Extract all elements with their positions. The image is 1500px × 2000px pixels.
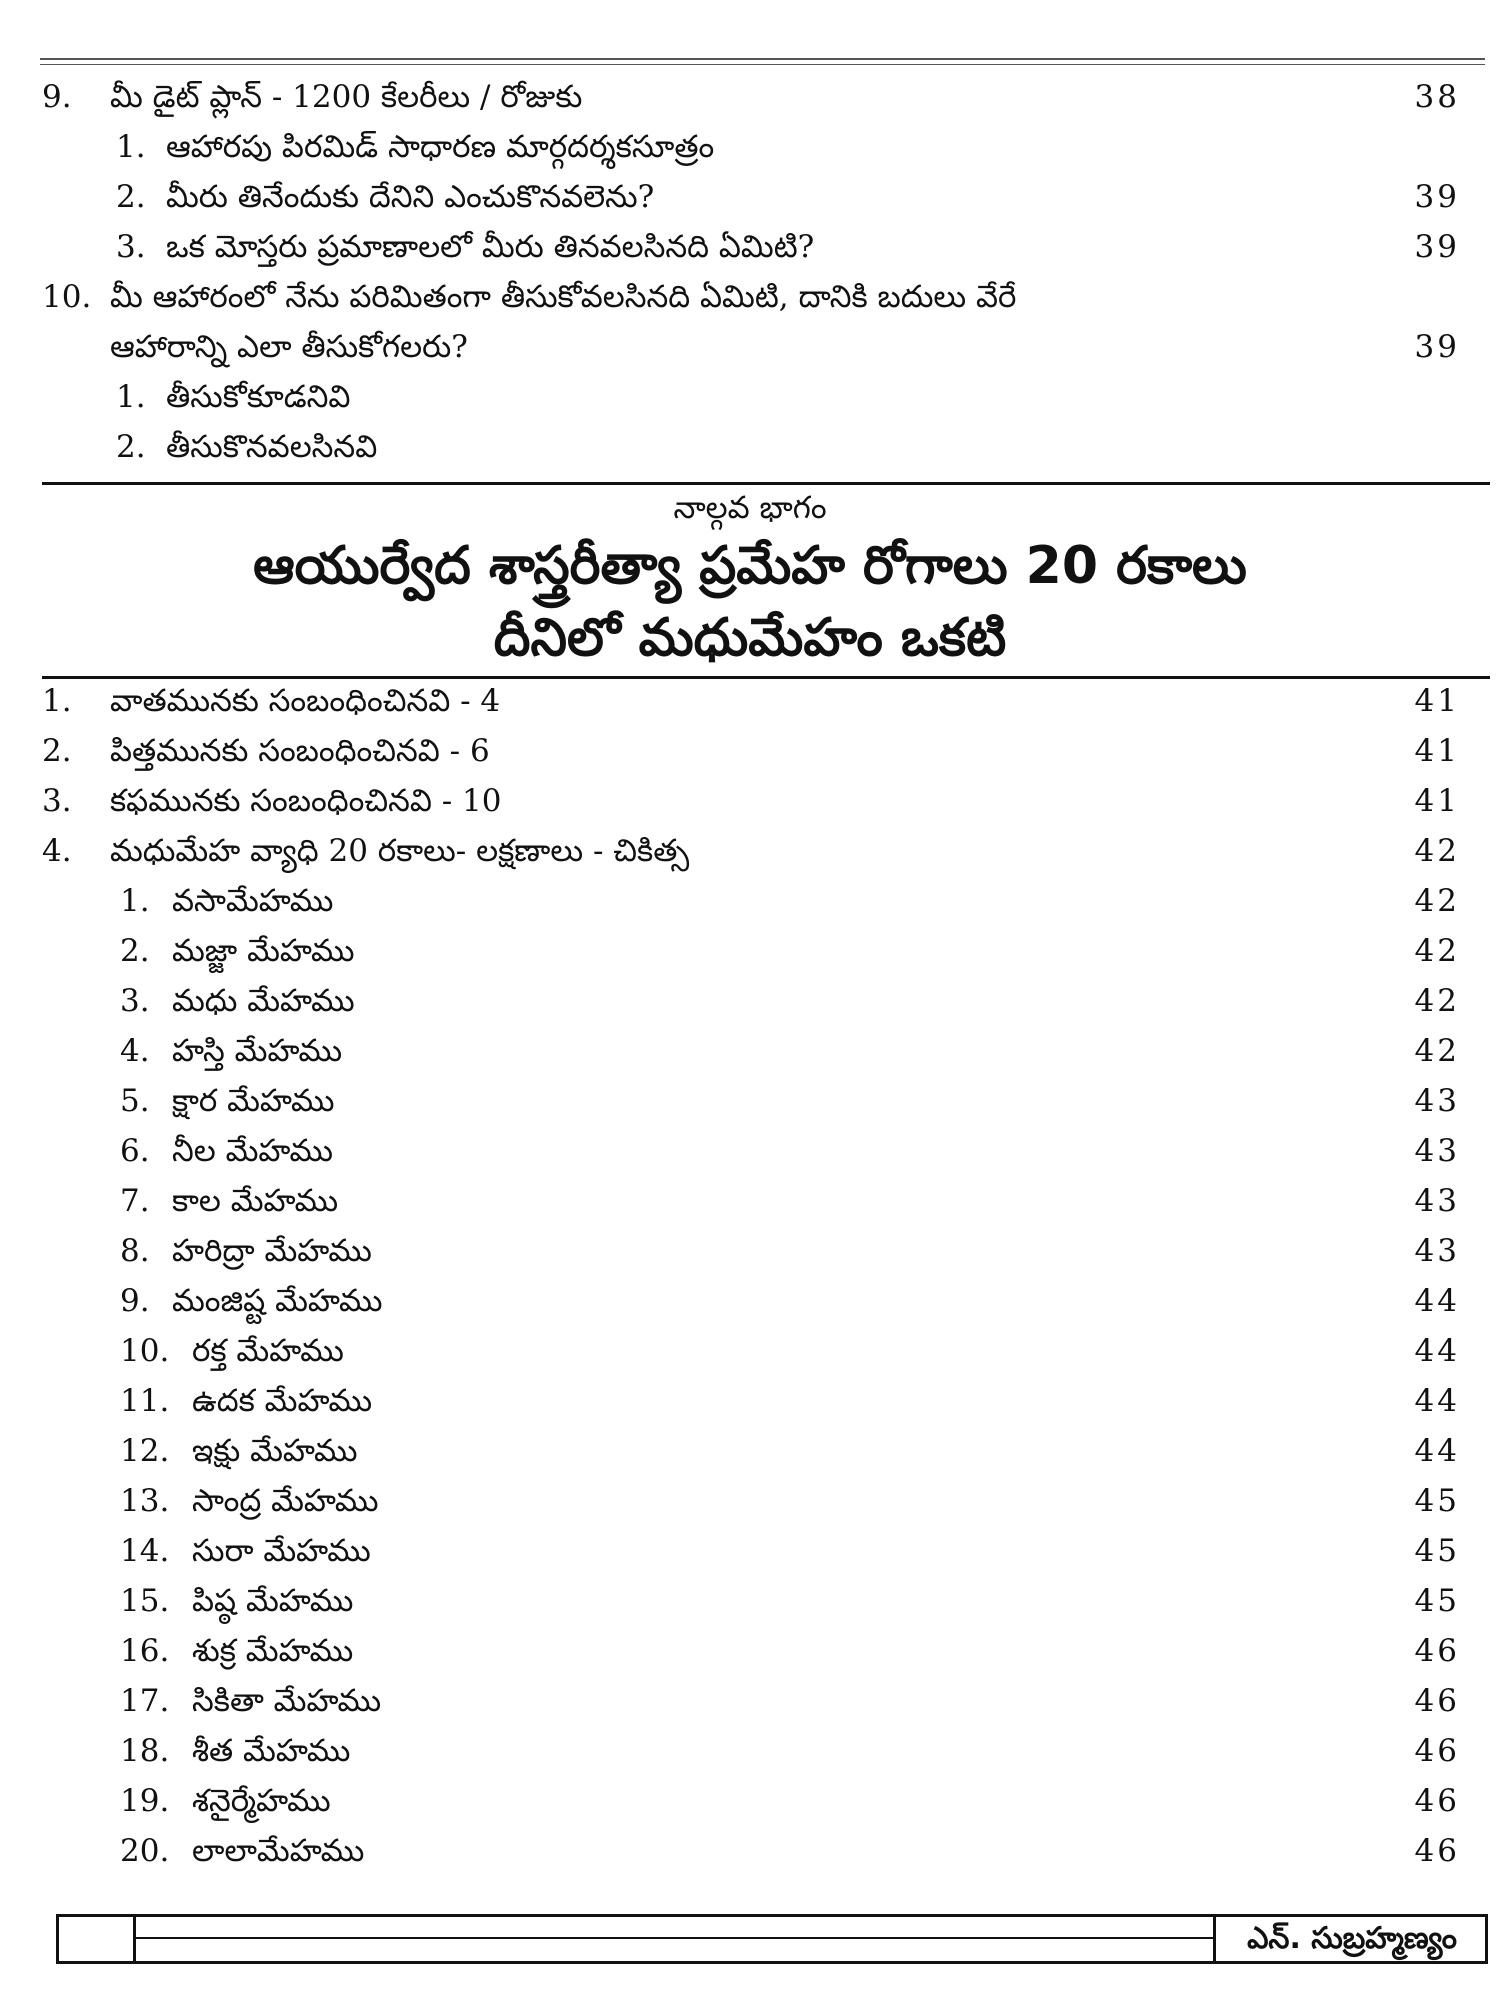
entry-label: పిత్తమునకు సంబంధించినవి - 6 xyxy=(110,733,490,769)
toc-entry xyxy=(0,726,1500,776)
top-rule xyxy=(40,58,1485,60)
toc-entry xyxy=(0,1226,1500,1276)
entry-label: రక్త మేహము xyxy=(192,1333,344,1369)
toc-entry xyxy=(0,1026,1500,1076)
toc-entry xyxy=(0,976,1500,1026)
toc-entry xyxy=(0,876,1500,926)
toc-entry xyxy=(0,1626,1500,1676)
entry-number: 2. xyxy=(42,733,72,769)
entry-label: ఇక్షు మేహము xyxy=(192,1433,358,1469)
entry-page: 39 xyxy=(1414,179,1460,215)
entry-page: 44 xyxy=(1414,1333,1460,1369)
entry-number: 2. xyxy=(116,179,146,215)
entry-page: 42 xyxy=(1414,883,1460,919)
entry-label: కఫమునకు సంబంధించినవి - 10 xyxy=(110,783,502,819)
entry-page: 45 xyxy=(1414,1483,1460,1519)
entry-number: 18. xyxy=(120,1733,170,1769)
entry-label: మజ్జా మేహము xyxy=(172,933,355,969)
top-rule-2 xyxy=(40,64,1485,65)
entry-label: సాంద్ర మేహము xyxy=(192,1483,379,1519)
toc-entry xyxy=(0,272,1500,322)
entry-page: 46 xyxy=(1414,1833,1460,1869)
entry-label: కాల మేహము xyxy=(172,1183,339,1219)
entry-page: 39 xyxy=(1414,229,1460,265)
entry-label: ఆహారాన్ని ఎలా తీసుకోగలరు? xyxy=(110,329,468,365)
entry-number: 2. xyxy=(116,429,146,465)
toc-entry xyxy=(0,826,1500,876)
toc-entry xyxy=(0,1426,1500,1476)
toc-entry xyxy=(0,1576,1500,1626)
entry-label: శుక్ర మేహము xyxy=(192,1633,354,1669)
footer-rule xyxy=(136,1937,1213,1939)
toc-entry xyxy=(0,1476,1500,1526)
entry-label: లాలామేహము xyxy=(192,1833,365,1869)
entry-page: 42 xyxy=(1414,1033,1460,1069)
entry-page: 43 xyxy=(1414,1233,1460,1269)
entry-number: 1. xyxy=(120,883,150,919)
entry-page: 38 xyxy=(1414,79,1460,115)
toc-entry xyxy=(0,1826,1500,1876)
entry-number: 3. xyxy=(42,783,72,819)
entry-page: 46 xyxy=(1414,1633,1460,1669)
entry-number: 4. xyxy=(42,833,72,869)
entry-label: హరిద్రా మేహము xyxy=(172,1233,372,1269)
entry-page: 46 xyxy=(1414,1683,1460,1719)
entry-number: 1. xyxy=(116,129,146,165)
entry-page: 41 xyxy=(1414,733,1460,769)
entry-number: 3. xyxy=(120,983,150,1019)
entry-number: 15. xyxy=(120,1583,170,1619)
entry-number: 14. xyxy=(120,1533,170,1569)
part-title-line2: దీనిలో మధుమేహం ఒకటి xyxy=(493,608,1007,668)
entry-number: 1. xyxy=(42,683,72,719)
toc-entry xyxy=(0,1776,1500,1826)
entry-label: హస్తి మేహము xyxy=(172,1033,343,1069)
entry-page: 42 xyxy=(1414,983,1460,1019)
toc-entry xyxy=(0,222,1500,272)
toc-entry xyxy=(0,776,1500,826)
entry-page: 45 xyxy=(1414,1533,1460,1569)
entry-page: 46 xyxy=(1414,1783,1460,1819)
entry-page: 44 xyxy=(1414,1433,1460,1469)
entry-label: ఆహారపు పిరమిడ్ సాధారణ మార్గదర్శకసూత్రం xyxy=(166,129,715,165)
footer-author: ఎన్. సుబ్రహ్మణ్యం xyxy=(1247,1921,1457,1956)
entry-label: శనైర్మేహము xyxy=(192,1783,331,1819)
toc-entry xyxy=(0,172,1500,222)
entry-label: మధుమేహ వ్యాధి 20 రకాలు- లక్షణాలు - చికిత్స xyxy=(110,833,690,869)
entry-page: 43 xyxy=(1414,1133,1460,1169)
entry-label: తీసుకోకూడనివి xyxy=(166,379,351,415)
entry-number: 9. xyxy=(120,1283,150,1319)
entry-number: 5. xyxy=(120,1083,150,1119)
entry-number: 11. xyxy=(120,1383,170,1419)
toc-entry xyxy=(0,1326,1500,1376)
entry-number: 2. xyxy=(120,933,150,969)
entry-page: 46 xyxy=(1414,1733,1460,1769)
entry-number: 3. xyxy=(116,229,146,265)
entry-page: 39 xyxy=(1414,329,1460,365)
entry-label: తీసుకొనవలసినవి xyxy=(166,429,378,465)
entry-label: ఉదక మేహము xyxy=(192,1383,373,1419)
entry-page: 44 xyxy=(1414,1283,1460,1319)
part-title-line1: ఆయుర్వేద శాస్త్రరీత్యా ప్రమేహ రోగాలు 20 రకాలు xyxy=(253,536,1247,596)
footer-box xyxy=(56,1914,136,1964)
toc-entry xyxy=(0,322,1500,372)
entry-label: మధు మేహము xyxy=(172,983,355,1019)
entry-number: 16. xyxy=(120,1633,170,1669)
toc-entry xyxy=(0,72,1500,122)
entry-label: వసామేహము xyxy=(172,883,334,919)
entry-page: 42 xyxy=(1414,833,1460,869)
entry-label: మీరు తినేందుకు దేనిని ఎంచుకొనవలెను? xyxy=(166,179,655,215)
toc-entry xyxy=(0,676,1500,726)
toc-entry xyxy=(0,372,1500,422)
entry-label: సురా మేహము xyxy=(192,1533,371,1569)
entry-label: వాతమునకు సంబంధించినవి - 4 xyxy=(110,683,501,719)
toc-entry xyxy=(0,422,1500,472)
entry-label: శీత మేహము xyxy=(192,1733,351,1769)
entry-label: మీ డైట్ ప్లాన్ - 1200 కేలరీలు / రోజుకు xyxy=(110,79,583,115)
toc-entry xyxy=(0,1176,1500,1226)
toc-entry xyxy=(0,1376,1500,1426)
toc-entry xyxy=(0,1076,1500,1126)
entry-label: మంజిష్ట మేహము xyxy=(172,1283,383,1319)
entry-page: 42 xyxy=(1414,933,1460,969)
entry-number: 19. xyxy=(120,1783,170,1819)
toc-entry xyxy=(0,1276,1500,1326)
toc-entry xyxy=(0,1126,1500,1176)
entry-label: ఒక మోస్తరు ప్రమాణాలలో మీరు తినవలసినది ఏమిటి? xyxy=(166,229,815,265)
entry-page: 43 xyxy=(1414,1083,1460,1119)
entry-number: 12. xyxy=(120,1433,170,1469)
entry-number: 10. xyxy=(42,279,92,315)
entry-number: 1. xyxy=(116,379,146,415)
entry-page: 44 xyxy=(1414,1383,1460,1419)
entry-page: 43 xyxy=(1414,1183,1460,1219)
entry-page: 45 xyxy=(1414,1583,1460,1619)
toc-entry xyxy=(0,1526,1500,1576)
entry-page: 41 xyxy=(1414,683,1460,719)
toc-entry xyxy=(0,1676,1500,1726)
entry-number: 9. xyxy=(42,79,72,115)
entry-number: 13. xyxy=(120,1483,170,1519)
entry-label: పిష్ఠ మేహము xyxy=(192,1583,354,1619)
entry-number: 17. xyxy=(120,1683,170,1719)
entry-number: 8. xyxy=(120,1233,150,1269)
toc-entry xyxy=(0,926,1500,976)
entry-label: నీల మేహము xyxy=(172,1133,333,1169)
toc-entry xyxy=(0,122,1500,172)
entry-label: మీ ఆహారంలో నేను పరిమితంగా తీసుకోవలసినది ఏమిటి, దానికి బదులు వేరే xyxy=(110,279,1017,315)
entry-label: క్షార మేహము xyxy=(172,1083,335,1119)
toc-entry xyxy=(0,1726,1500,1776)
part-subtitle: నాల్గవ భాగం xyxy=(673,490,827,526)
entry-number: 7. xyxy=(120,1183,150,1219)
entry-number: 4. xyxy=(120,1033,150,1069)
entry-number: 6. xyxy=(120,1133,150,1169)
section-divider xyxy=(42,482,1490,485)
entry-number: 20. xyxy=(120,1833,170,1869)
entry-number: 10. xyxy=(120,1333,170,1369)
entry-page: 41 xyxy=(1414,783,1460,819)
entry-label: సికితా మేహము xyxy=(192,1683,382,1719)
